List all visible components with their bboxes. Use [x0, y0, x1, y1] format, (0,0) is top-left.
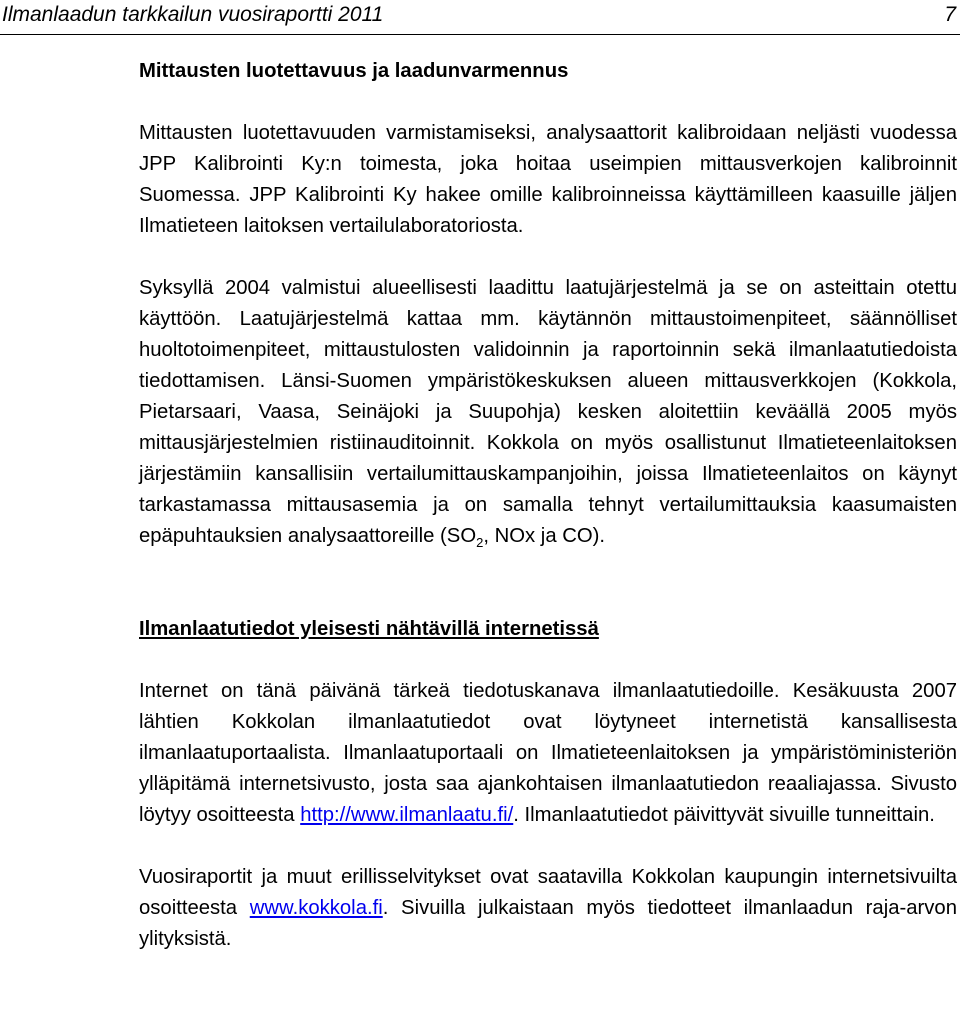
page-header [0, 0, 960, 35]
paragraph-internet-tail: . Ilmanlaatutiedot päivittyvät sivuille tunneittain. [513, 804, 935, 826]
page-number: 7 [944, 3, 956, 26]
paragraph-internet-text: Internet on tänä päivänä tärkeä tiedotuskanava ilmanlaatutiedoille. Kesäkuusta 2007 lähtien Kokkolan ilmanlaatutiedot ovat löytyneet internetistä kansallisesta ilmanlaatuportaalista. Ilmanlaatuportaali on Ilmatieteenlaitoksen ja ympäristöministeriön ylläpitämä internetsivusto, josta saa ajankohtaisen ilmanlaatutiedon reaaliajassa. Sivusto löytyy osoitteesta [139, 680, 957, 826]
paragraph-internet [139, 676, 957, 831]
paragraph-reports [139, 862, 957, 955]
link-ilmanlaatu[interactable]: http://www.ilmanlaatu.fi/ [300, 804, 514, 826]
paragraph-quality-system [139, 273, 957, 552]
paragraph-quality-system-text: Syksyllä 2004 valmistui alueellisesti laadittu laatujärjestelmä ja se on asteittain otettu käyttöön. Laatujärjestelmä kattaa mm. käytännön mittaustoimenpiteet, säännölliset huoltotoimenpiteet, mittaustulosten validoinnin ja raportoinnin sekä ilmanlaatutiedoista tiedottamisen. Länsi-Suomen ympäristökeskuksen alueen mittausverkkojen (Kokkola, Pietarsaari, Vaasa, Seinäjoki ja Suupohja) kesken aloitettiin keväällä 2005 myös mittausjärjestelmien ristiinauditoinnit. Kokkola on myös osallistunut Ilmatieteenlaitoksen järjestämiin kansallisiin vertailumittauskampanjoihin, joissa Ilmatieteenlaitos on käynyt tarkastamassa mittausasemia ja on samalla tehnyt vertailumittauksia kaasumaisten epäpuhtauksien analysaattoreille (SO [139, 277, 957, 547]
paragraph-reports-tail: . Sivuilla julkaistaan myös tiedotteet ilmanlaadun raja-arvon ylityksistä. [139, 897, 957, 950]
report-title: Ilmanlaadun tarkkailun vuosiraportti 2011 [2, 3, 384, 26]
page-content [139, 56, 957, 955]
link-kokkola[interactable]: www.kokkola.fi [249, 897, 383, 919]
paragraph-calibration: Mittausten luotettavuuden varmistamiseksi, analysaattorit kalibroidaan neljästi vuodessa JPP Kalibrointi Ky:n toimesta, joka hoitaa useimpien mittausverkojen kalibroinnit Suomessa. JPP Kalibrointi Ky hakee omille kalibroinneissa käyttämilleen kaasuille jäljen Ilmatieteen laitoksen vertailulaboratoriosta. [139, 122, 957, 237]
section-heading-internet: Ilmanlaatutiedot yleisesti nähtävillä internetissä [139, 618, 599, 640]
paragraph-quality-system-tail: , NOx ja CO). [483, 525, 606, 547]
section-heading-quality: Mittausten luotettavuus ja laadunvarmennus [139, 60, 569, 82]
paragraph-reports-text: Vuosiraportit ja muut erillisselvitykset ovat saatavilla Kokkolan kaupungin internetsivuilta osoitteesta [139, 866, 957, 919]
subscript-2: 2 [476, 535, 484, 551]
